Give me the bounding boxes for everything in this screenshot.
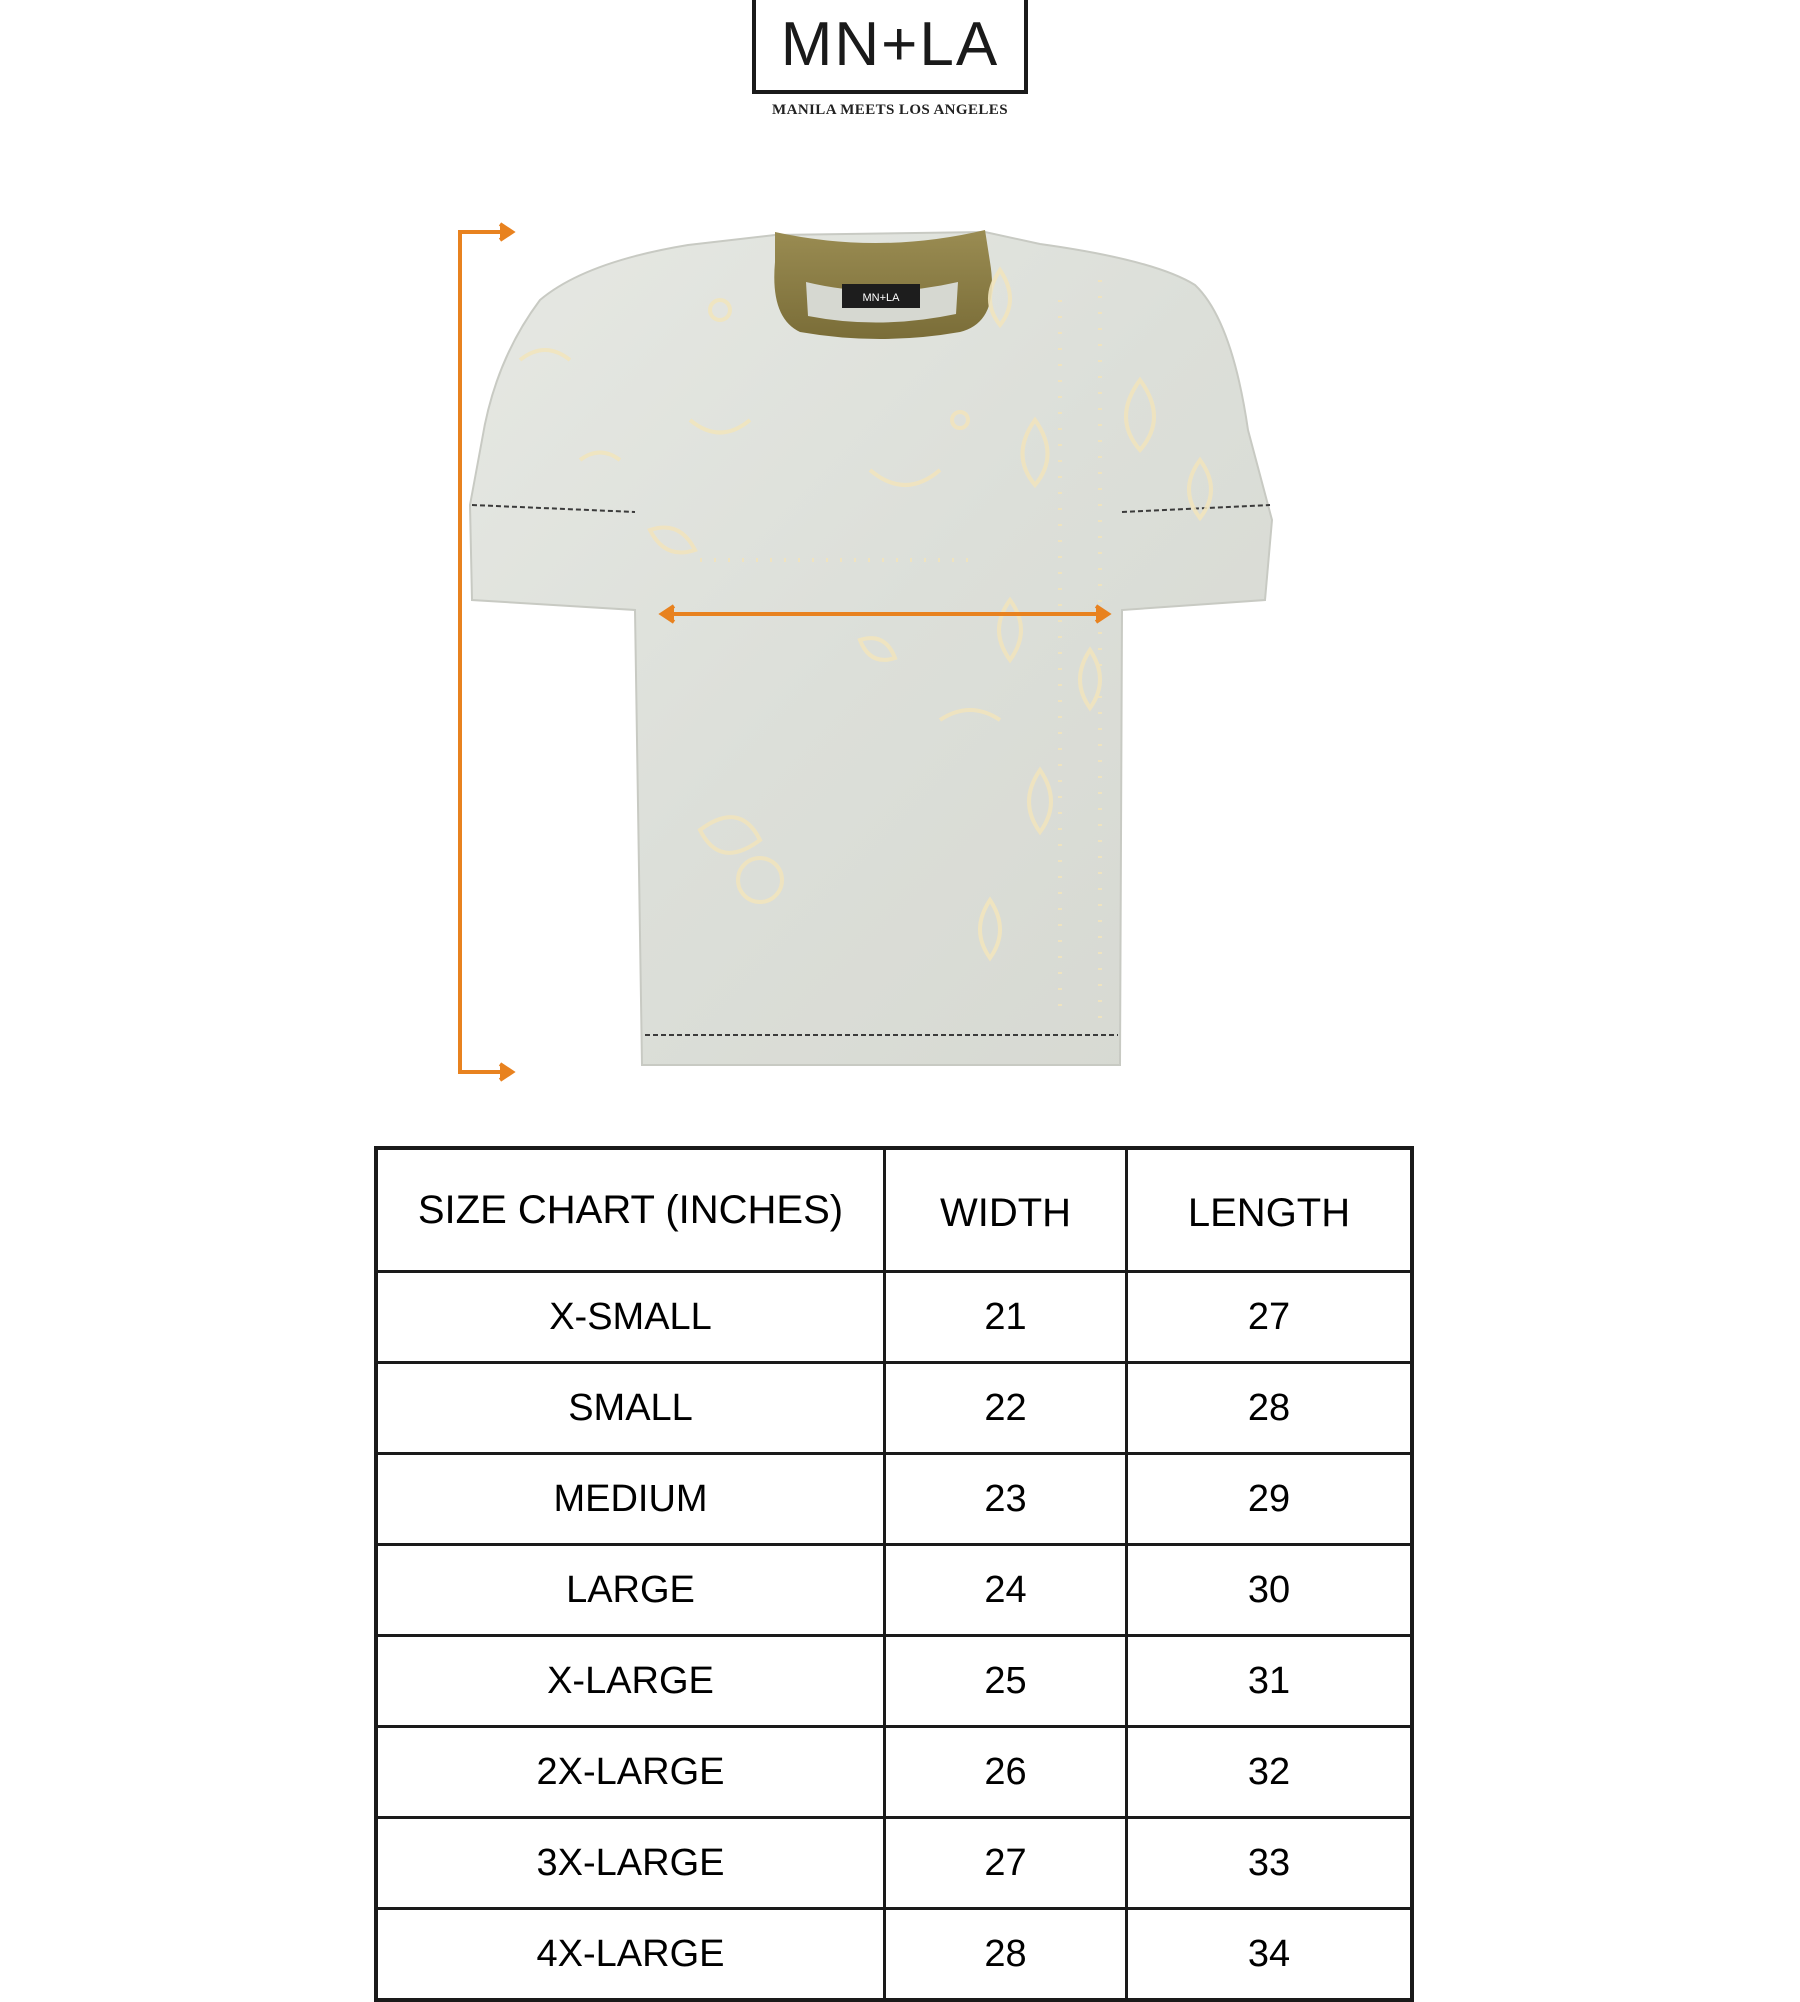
neck-label-text: MN+LA — [862, 292, 900, 304]
header-width: WIDTH — [883, 1150, 1125, 1270]
length-cell: 27 — [1125, 1273, 1410, 1361]
width-cell: 24 — [883, 1546, 1125, 1634]
size-cell: X-LARGE — [547, 1659, 714, 1702]
logo-tagline: MANILA MEETS LOS ANGELES — [772, 102, 1008, 118]
table-row — [378, 1452, 1410, 1543]
size-cell: X-SMALL — [549, 1295, 712, 1338]
size-cell: MEDIUM — [553, 1477, 708, 1520]
size-cell: LARGE — [566, 1568, 695, 1611]
table-row — [378, 1634, 1410, 1725]
length-cell: 28 — [1125, 1364, 1410, 1452]
width-cell: 21 — [883, 1273, 1125, 1361]
size-cell: 4X-LARGE — [536, 1932, 725, 1975]
size-cell: SMALL — [568, 1386, 693, 1429]
table-row — [378, 1543, 1410, 1634]
width-cell: 25 — [883, 1637, 1125, 1725]
length-cell: 32 — [1125, 1728, 1410, 1816]
table-row — [378, 1816, 1410, 1907]
length-arrow — [460, 224, 512, 1080]
header-length: LENGTH — [1125, 1150, 1410, 1270]
size-cell: 3X-LARGE — [536, 1841, 725, 1884]
width-cell: 26 — [883, 1728, 1125, 1816]
length-cell: 34 — [1125, 1910, 1410, 1998]
length-cell: 29 — [1125, 1455, 1410, 1543]
size-chart-table — [374, 1146, 1414, 2002]
width-cell: 22 — [883, 1364, 1125, 1452]
length-cell: 31 — [1125, 1637, 1410, 1725]
logo-text: MN+LA — [780, 10, 1000, 79]
table-header-row — [378, 1150, 1410, 1270]
table-row — [378, 1270, 1410, 1361]
table-row — [378, 1907, 1410, 1998]
length-cell: 30 — [1125, 1546, 1410, 1634]
header-size-chart: SIZE CHART (INCHES) — [417, 1187, 844, 1232]
shirt-body — [470, 232, 1272, 1065]
length-cell: 33 — [1125, 1819, 1410, 1907]
table-row — [378, 1725, 1410, 1816]
width-cell: 23 — [883, 1455, 1125, 1543]
width-cell: 28 — [883, 1910, 1125, 1998]
size-cell: 2X-LARGE — [536, 1750, 725, 1793]
width-cell: 27 — [883, 1819, 1125, 1907]
table-row — [378, 1361, 1410, 1452]
